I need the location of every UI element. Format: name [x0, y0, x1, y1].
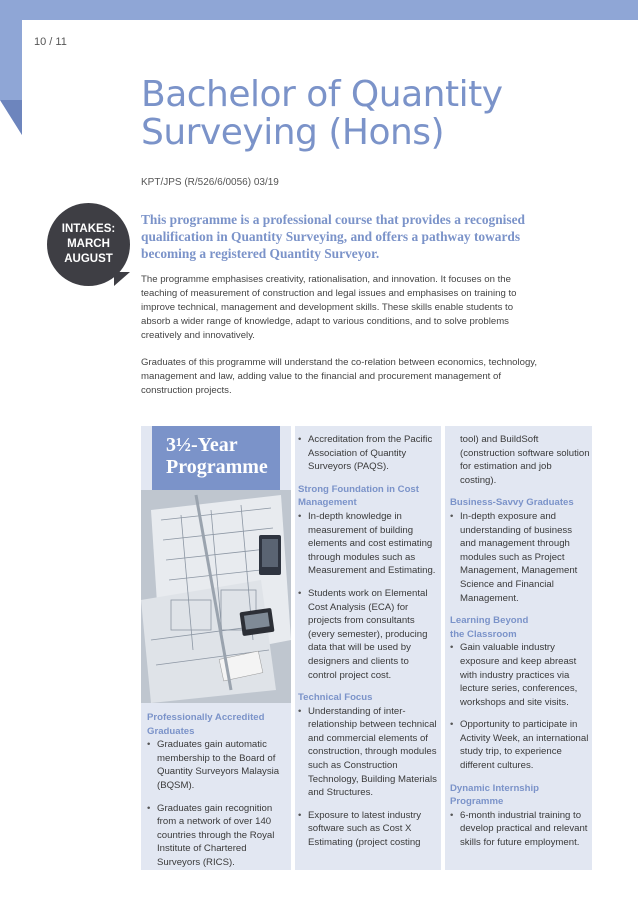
- list-item: • Exposure to latest industry software such as Cost X Estimating (project costing: [298, 809, 440, 850]
- intakes-badge-tail: [114, 272, 130, 286]
- page-title: [141, 76, 611, 152]
- heading-line-1: Learning Beyond: [450, 615, 529, 627]
- list-item: • Students work on Elemental Cost Analysis (ECA) for projects from consultants (every semester), producing data that will be used by designers and clients to control project cost.: [298, 587, 440, 682]
- page-number: 10 / 11: [34, 36, 67, 48]
- section-heading-learning-beyond: [450, 614, 590, 641]
- intakes-label: INTAKES:: [61, 223, 116, 235]
- section-heading-accredited: Professionally Accredited Graduates: [147, 712, 265, 737]
- accreditation-list: [298, 433, 440, 474]
- intake-month-august: AUGUST: [64, 253, 113, 265]
- title-line-1: Bachelor of Quantity: [141, 74, 503, 115]
- column-1: [147, 711, 287, 879]
- list-item: • Opportunity to participate in Activity Week, an international study trip, to experience different cultures.: [450, 718, 590, 772]
- list-item: • Accreditation from the Pacific Association of Quantity Surveyors (PAQS).: [298, 433, 440, 474]
- intro-paragraph-2: Graduates of this programme will understand the co-relation between economics, technology, management and law, adding value to the financial and procurement management of construction projects.: [141, 357, 538, 396]
- blueprint-illustration: [141, 490, 291, 703]
- duration-line-1: 3½-Year: [166, 434, 238, 456]
- internship-list: [450, 809, 590, 850]
- column-divider-2: [441, 426, 445, 870]
- programme-duration-badge: [152, 426, 280, 490]
- technical-focus-list: [298, 705, 440, 850]
- title-line-2: Surveying (Hons): [141, 112, 445, 153]
- section-heading-cost-management: Strong Foundation in Cost Management: [298, 483, 419, 509]
- intro-lead: This programme is a professional course that provides a recognised qualification in Quantity Surveying, and offers a pathway towards becoming a registered Quantity Surveyor.: [141, 212, 525, 261]
- intake-month-march: MARCH: [67, 238, 110, 250]
- column-3: [450, 433, 590, 859]
- heading-line-2: the Classroom: [450, 628, 517, 640]
- list-item: • Gain valuable industry exposure and keep abreast with industry practices via lecture series, conferences, workshops and site visits.: [450, 641, 590, 709]
- column-divider-1: [291, 426, 295, 870]
- learning-beyond-list: [450, 641, 590, 772]
- page-corner-fold: [0, 100, 22, 135]
- top-color-band: [0, 0, 638, 20]
- list-item: • 6-month industrial training to develop practical and relevant skills for future employment.: [450, 809, 590, 850]
- list-item: • Graduates gain recognition from a network of over 140 countries through the Royal Institute of Chartered Surveyors (RICS).: [147, 802, 287, 870]
- list-item: • Understanding of inter-relationship between technical and commercial elements of construction, through modules such as Construction Technology, Building Materials and Structures.: [298, 705, 440, 800]
- section-heading-technical-focus: Technical Focus: [298, 692, 373, 704]
- continued-text: tool) and BuildSoft (construction software solution for estimation and job costing).: [460, 434, 590, 486]
- list-item: • In-depth exposure and understanding of business and management through modules such as Project Management, Management Science and Financial Management.: [450, 510, 590, 605]
- section-heading-business-savvy: Business-Savvy Graduates: [450, 497, 574, 509]
- intro-paragraph-1: The programme emphasises creativity, rationalisation, and innovation. It focuses on the teaching of measurement of construction and legal issues and emphasises on training to improve technical, management and development skills. These skills enable students to absorb a wider range of knowledge, adapt to various conditions, and to solve problems creatively and innovatively.: [141, 274, 517, 341]
- list-item: • In-depth knowledge in measurement of building elements and cost estimating through modules such as Measurement and Estimating.: [298, 510, 440, 578]
- cost-management-list: [298, 510, 440, 682]
- section-heading-internship: Dynamic Internship Programme: [450, 782, 540, 808]
- blueprint-photo: [141, 490, 291, 703]
- business-savvy-list: [450, 510, 590, 605]
- list-item: • Graduates gain automatic membership to the Board of Quantity Surveyors Malaysia (BQSM).: [147, 738, 287, 792]
- programme-code: KPT/JPS (R/526/6/0056) 03/19: [141, 177, 279, 188]
- column-2: [298, 433, 440, 859]
- duration-line-2: Programme: [166, 456, 268, 478]
- accredited-list: [147, 738, 287, 869]
